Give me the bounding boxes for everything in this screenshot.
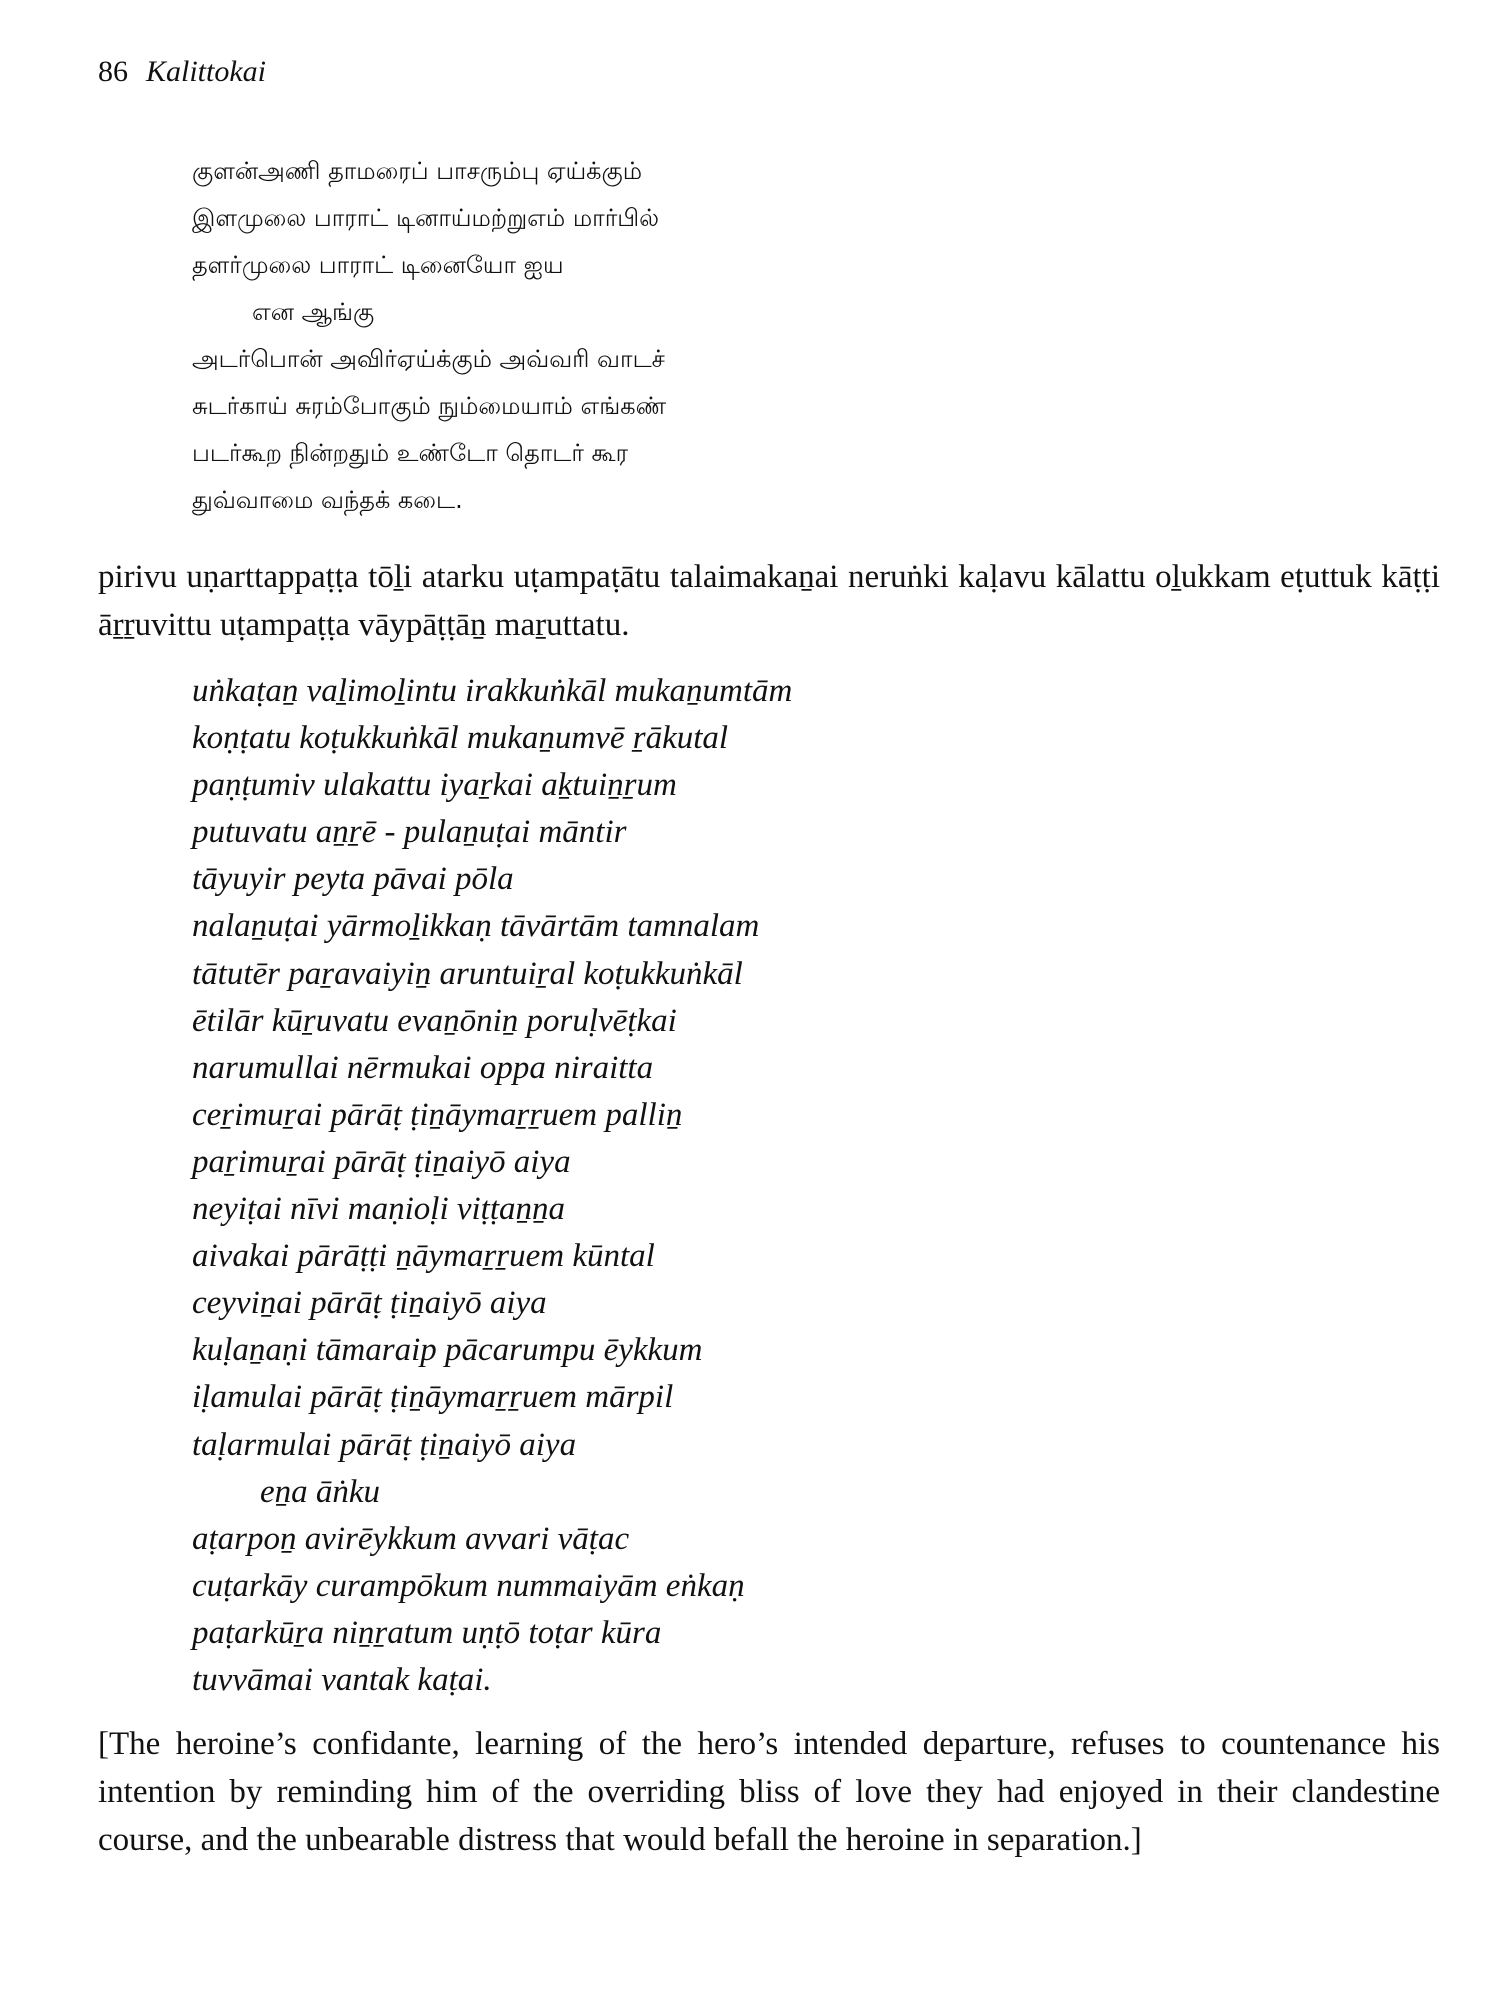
verse-line: koṇṭatu koṭukkuṅkāl mukaṉumvē ṟākutal [192,720,729,757]
verse-line: cuṭarkāy curampōkum nummaiyām eṅkaṇ [192,1567,745,1604]
verse-line: என ஆங்கு [252,298,375,326]
verse-line: uṅkaṭaṉ vaḻimoḻintu irakkuṅkāl mukaṉumtām [192,673,793,709]
tamil-verse [192,148,666,524]
verse-line: paṟimuṟai pārāṭ ṭiṉaiyō aiya [192,1143,571,1180]
verse-line: tātutēr paṟavaiyiṉ aruntuiṟal koṭukkuṅkāl [192,955,743,992]
page-number: 86 [98,55,128,88]
verse-line: tāyuyir peyta pāvai pōla [192,861,514,898]
verse-line: neyiṭai nīvi maṇioḷi viṭṭaṉṉa [192,1191,566,1228]
verse-line: தளர்முலை பாராட் டினையோ ஐய [192,251,564,279]
transliteration-verse [192,668,792,1704]
verse-line: அடர்பொன் அவிர்ஏய்க்கும் அவ்வரி வாடச் [192,345,665,373]
colophon-paragraph: pirivu uṇarttappaṭṭa tōḻi atarku uṭampaṭātu talaimakaṉai neruṅki kaḷavu kālattu oḻukkam eṭuttuk kāṭṭi āṟṟuvittu uṭampaṭṭa vāypāṭṭāṉ maṟuttatu. [98,559,1440,643]
verse-line: taḷarmulai pārāṭ ṭiṉaiyō aiya [192,1426,577,1463]
verse-line: இளமுலை பாராட் டினாய்மற்றுஎம் மார்பில் [192,204,660,232]
verse-line: putuvatu aṉṟē - pulaṉuṭai māntir [192,814,627,851]
verse-line: படர்கூற நின்றதும் உண்டோ தொடர் கூர [192,439,628,467]
verse-line: nalaṉuṭai yārmoḻikkaṇ tāvārtām tamnalam [192,908,760,945]
book-title: Kalittokai [146,55,266,88]
verse-line: ētilār kūṟuvatu evaṉōniṉ poruḷvēṭkai [192,1002,677,1039]
verse-line: ceyviṉai pārāṭ ṭiṉaiyō aiya [192,1285,547,1322]
verse-line: paṇṭumiv ulakattu iyaṟkai aḵtuiṉṟum [192,767,677,804]
verse-line: tuvvāmai vantak kaṭai. [192,1661,492,1698]
verse-line: துவ்வாமை வந்தக் கடை. [192,486,463,514]
verse-line: ceṟimuṟai pārāṭ ṭiṉāymaṟṟuem palliṉ [192,1096,683,1133]
translation-summary: [The heroine’s confidante, learning of the hero’s intended departure, refuses to countenance his intention by reminding him of the overriding bliss of love they had enjoyed in their clandestine course, and the unbearable distress that would befall the heroine in separation.] [98,1726,1440,1858]
verse-line: eṉa āṅku [260,1473,381,1510]
running-head [98,52,266,92]
verse-line: paṭarkūṟa niṉṟatum uṇṭō toṭar kūra [192,1614,662,1651]
verse-line: aivakai pārāṭṭi ṉāymaṟṟuem kūntal [192,1238,655,1275]
verse-line: aṭarpoṉ avirēykkum avvari vāṭac [192,1520,630,1557]
verse-line: iḷamulai pārāṭ ṭiṉāymaṟṟuem mārpil [192,1379,674,1416]
verse-line: குளன்அணி தாமரைப் பாசரும்பு ஏய்க்கும் [192,157,643,185]
verse-line: kuḷaṉaṇi tāmaraip pācarumpu ēykkum [192,1332,703,1369]
verse-line: சுடர்காய் சுரம்போகும் நும்மையாம் எங்கண் [192,392,667,420]
verse-line: narumullai nērmukai oppa niraitta [192,1049,654,1086]
